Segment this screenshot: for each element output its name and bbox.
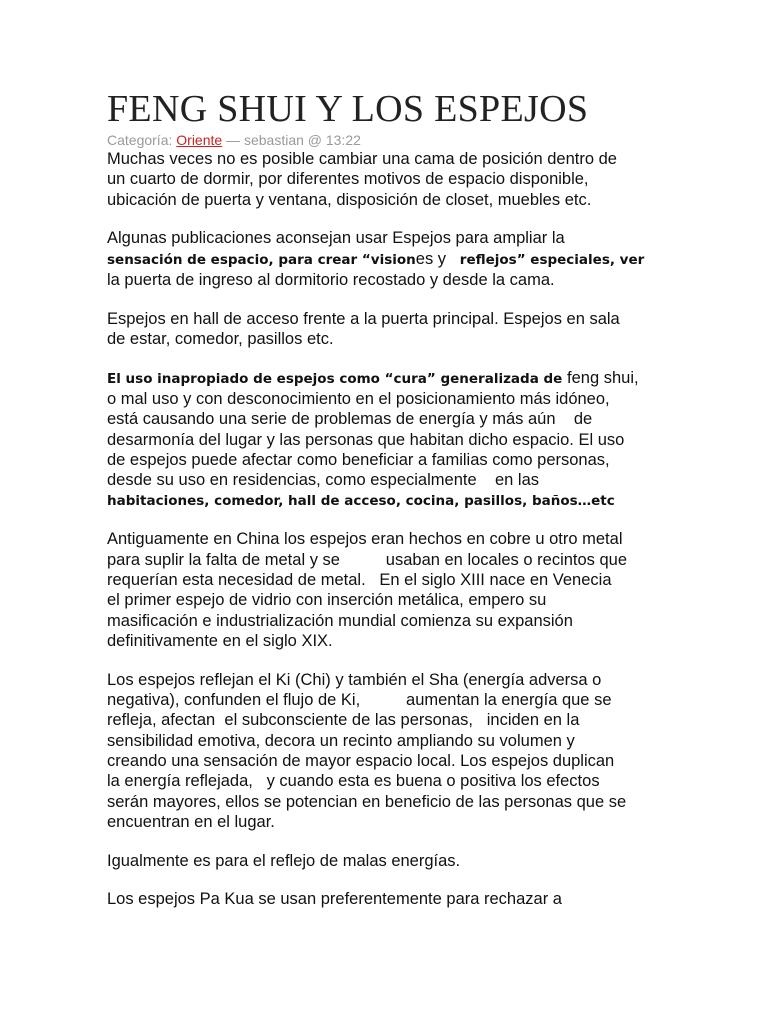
article-body (107, 149, 707, 928)
text-line: desarmonía del lugar y las personas que habitan dicho espacio. El uso (107, 430, 625, 449)
paragraph (107, 851, 707, 871)
paragraph (107, 670, 707, 832)
text-line: de estar, comedor, pasillos etc. (107, 330, 334, 349)
bold-text: sensación de espacio, para crear “vision (107, 251, 416, 268)
text-line: refleja, afectan el subconsciente de las personas, inciden en la (107, 711, 580, 730)
text-line: un cuarto de dormir, por diferentes motivos de espacio disponible, (107, 170, 589, 189)
text-line: definitivamente en el siglo XIX. (107, 631, 333, 650)
paragraph (107, 889, 707, 909)
text-line: Los espejos reflejan el Ki (Chi) y también el Sha (energía adversa o (107, 670, 602, 689)
text-line: la puerta de ingreso al dormitorio recostado y desde la cama. (107, 270, 555, 289)
text-line: la energía reflejada, y cuando esta es buena o positiva los efectos (107, 772, 600, 791)
bold-text-line: habitaciones, comedor, hall de acceso, cocina, pasillos, baños…etc (107, 492, 615, 509)
article-meta (107, 131, 361, 149)
text-line: de espejos puede afectar como beneficiar a familias como personas, (107, 451, 610, 470)
text-line: Algunas publicaciones aconsejan usar Espejos para ampliar la (107, 229, 565, 248)
text-line: sensibilidad emotiva, decora un recinto ampliando su volumen y (107, 731, 575, 750)
text-line: desde su uso en residencias, como especialmente en las (107, 471, 539, 490)
author-time: — sebastian @ 13:22 (222, 132, 361, 148)
bold-text: reflejos” especiales, ver (459, 251, 645, 268)
paragraph (107, 529, 707, 651)
text-line: ubicación de puerta y ventana, disposición de closet, muebles etc. (107, 190, 592, 209)
text-line: Muchas veces no es posible cambiar una cama de posición dentro de (107, 150, 617, 168)
text-line: encuentran en el lugar. (107, 812, 275, 831)
text-line-mixed (107, 368, 707, 389)
text-line: masificación e industrialización mundial comienza su expansión (107, 611, 573, 630)
text-line: está causando una serie de problemas de energía y más aún de (107, 410, 593, 429)
plain-text: s y (424, 249, 460, 268)
bold-text: El uso inapropiado de espejos como “cura” generalizada de (107, 370, 568, 387)
text-line: negativa), confunden el flujo de Ki, aumentan la energía que se (107, 691, 612, 710)
text-line: el primer espejo de vidrio con inserción metálica, empero su (107, 591, 547, 610)
text-line: Antiguamente en China los espejos eran hechos en cobre u otro metal (107, 530, 623, 549)
text-line: serán mayores, ellos se potencian en beneficio de las personas que se (107, 792, 627, 811)
paragraph (107, 309, 707, 350)
paragraph (107, 228, 707, 290)
paragraph (107, 368, 707, 511)
plain-text: e (415, 249, 425, 268)
text-line: requerían esta necesidad de metal. En el siglo XIII nace en Venecia (107, 571, 612, 590)
text-line-mixed (107, 249, 707, 270)
plain-text: feng shui, (567, 368, 639, 387)
text-line: o mal uso y con desconocimiento en el posicionamiento más idóneo, (107, 390, 610, 409)
category-link[interactable]: Oriente (176, 132, 223, 148)
article-title: FENG SHUI Y LOS ESPEJOS (107, 88, 589, 130)
category-label: Categoría: (107, 132, 177, 148)
text-line: para suplir la falta de metal y se usaban en locales o recintos que (107, 550, 628, 569)
paragraph (107, 149, 707, 210)
text-line: Espejos en hall de acceso frente a la puerta principal. Espejos en sala (107, 309, 620, 328)
text-line: Igualmente es para el reflejo de malas energías. (107, 851, 461, 870)
text-line: Los espejos Pa Kua se usan preferentemente para rechazar a (107, 890, 562, 909)
text-line: creando una sensación de mayor espacio local. Los espejos duplican (107, 751, 615, 770)
